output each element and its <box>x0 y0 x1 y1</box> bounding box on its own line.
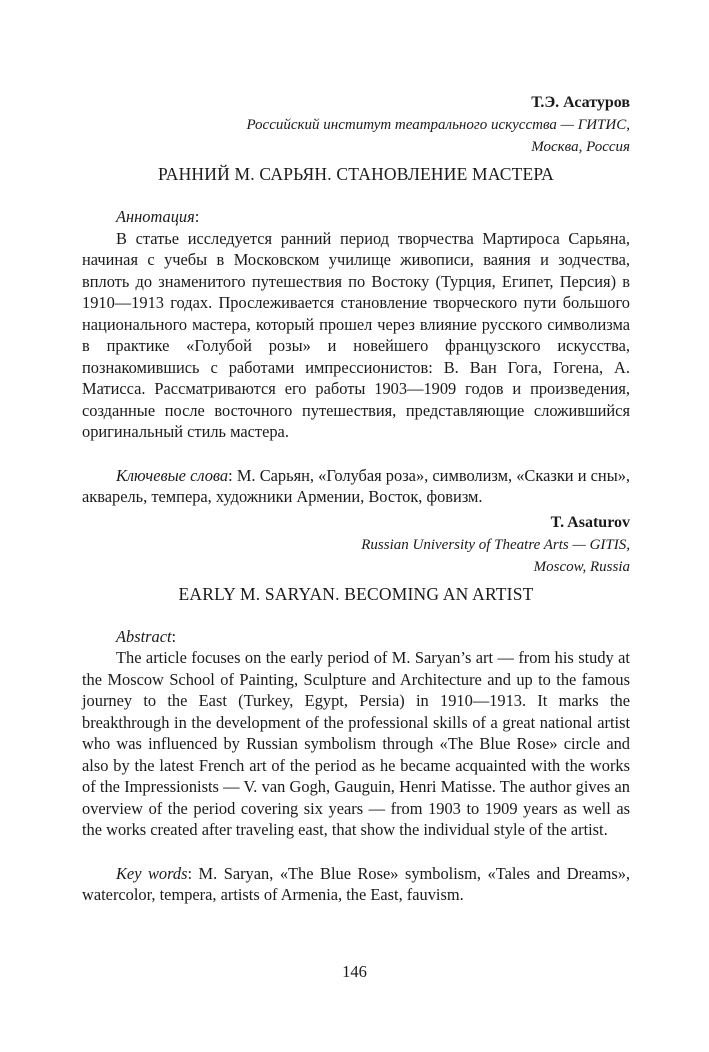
abstract-label-ru: Аннотация <box>116 207 195 226</box>
author-name-ru: Т.Э. Асатуров <box>531 94 630 111</box>
abstract-label-en: Abstract <box>116 626 172 646</box>
affiliation-en-line2: Moscow, Russia <box>533 558 630 575</box>
affiliation-ru-line2: Москва, Россия <box>531 139 630 155</box>
affiliation-en-line1: Russian University of Theatre Arts — GITIS, <box>361 536 630 553</box>
keywords-text-ru: М. Сарьян, «Голубая роза», символизм, «Сказки и сны», акварель, темпера, художники Армении, Восток, фовизм. <box>82 465 631 506</box>
abstract-heading-en: Abstract: <box>116 626 177 646</box>
article-page <box>82 92 630 906</box>
keywords-label-en: Key words <box>116 863 188 883</box>
keywords-text-en: M. Saryan, «The Blue Rose» symbolism, «Tales and Dreams», watercolor, tempera, artists of Armenia, the East, fauvism. <box>82 863 630 904</box>
keywords-label-ru: Ключевые слова <box>116 465 229 485</box>
author-name-en: T. Asaturov <box>550 513 630 531</box>
abstract-text-ru: В статье исследуется ранний период творчества Мартироса Сарьяна, начиная с учебы в Московском училище живописи, ваяния и зодчества, вплоть до знаменитого путешествия по Востоку (Турция, Египет, Персия) в 1910—1913 годах. Прослеживается становление творческого пути большого национального мастера, который прошел через влияние русского символизма в практике «Голубой розы» и новейшего французского искусства, познакомившись с работами импрессионистов: В. Ван Гога, Гогена, А. Матисса. Рассматриваются его работы 1903—1909 годов и произведения, созданные после восточного путешествия, представляющие сложившийся оригинальный стиль мастера. <box>82 228 630 441</box>
article-title-ru: РАННИЙ М. САРЬЯН. СТАНОВЛЕНИЕ МАСТЕРА <box>158 164 554 184</box>
abstract-text-en: The article focuses on the early period of M. Saryan’s art — from his study at the Moscow School of Painting, Sculpture and Architecture and up to the famous journey to the East (Turkey, Egypt, Persia) in 1910—1913. It marks the breakthrough in the development of the professional skills of a great national artist who was influenced by Russian symbolism through «The Blue Rose» circle and also by the latest French art of the period as he became acquainted with the works of the Impressionists — V. van Gogh, Gauguin, Henri Matisse. The author gives an overview of the period covering six years — from 1903 to 1909 years as well as the works created after traveling east, that show the individual style of the artist. <box>82 648 630 839</box>
keywords-en: Key words: M. Saryan, «The Blue Rose» symbolism, «Tales and Dreams», watercolor, tempera, artists of Armenia, the East, fauvism. <box>82 863 630 904</box>
article-title-en: EARLY M. SARYAN. BECOMING AN ARTIST <box>178 583 534 604</box>
page-number: 146 <box>342 962 367 981</box>
keywords-ru: Ключевые слова: М. Сарьян, «Голубая роза», символизм, «Сказки и сны», акварель, темпера, художники Армении, Восток, фовизм. <box>82 465 631 506</box>
abstract-heading-ru: Аннотация: <box>116 207 200 226</box>
affiliation-ru-line1: Российский институт театрального искусства — ГИТИС, <box>246 117 630 133</box>
